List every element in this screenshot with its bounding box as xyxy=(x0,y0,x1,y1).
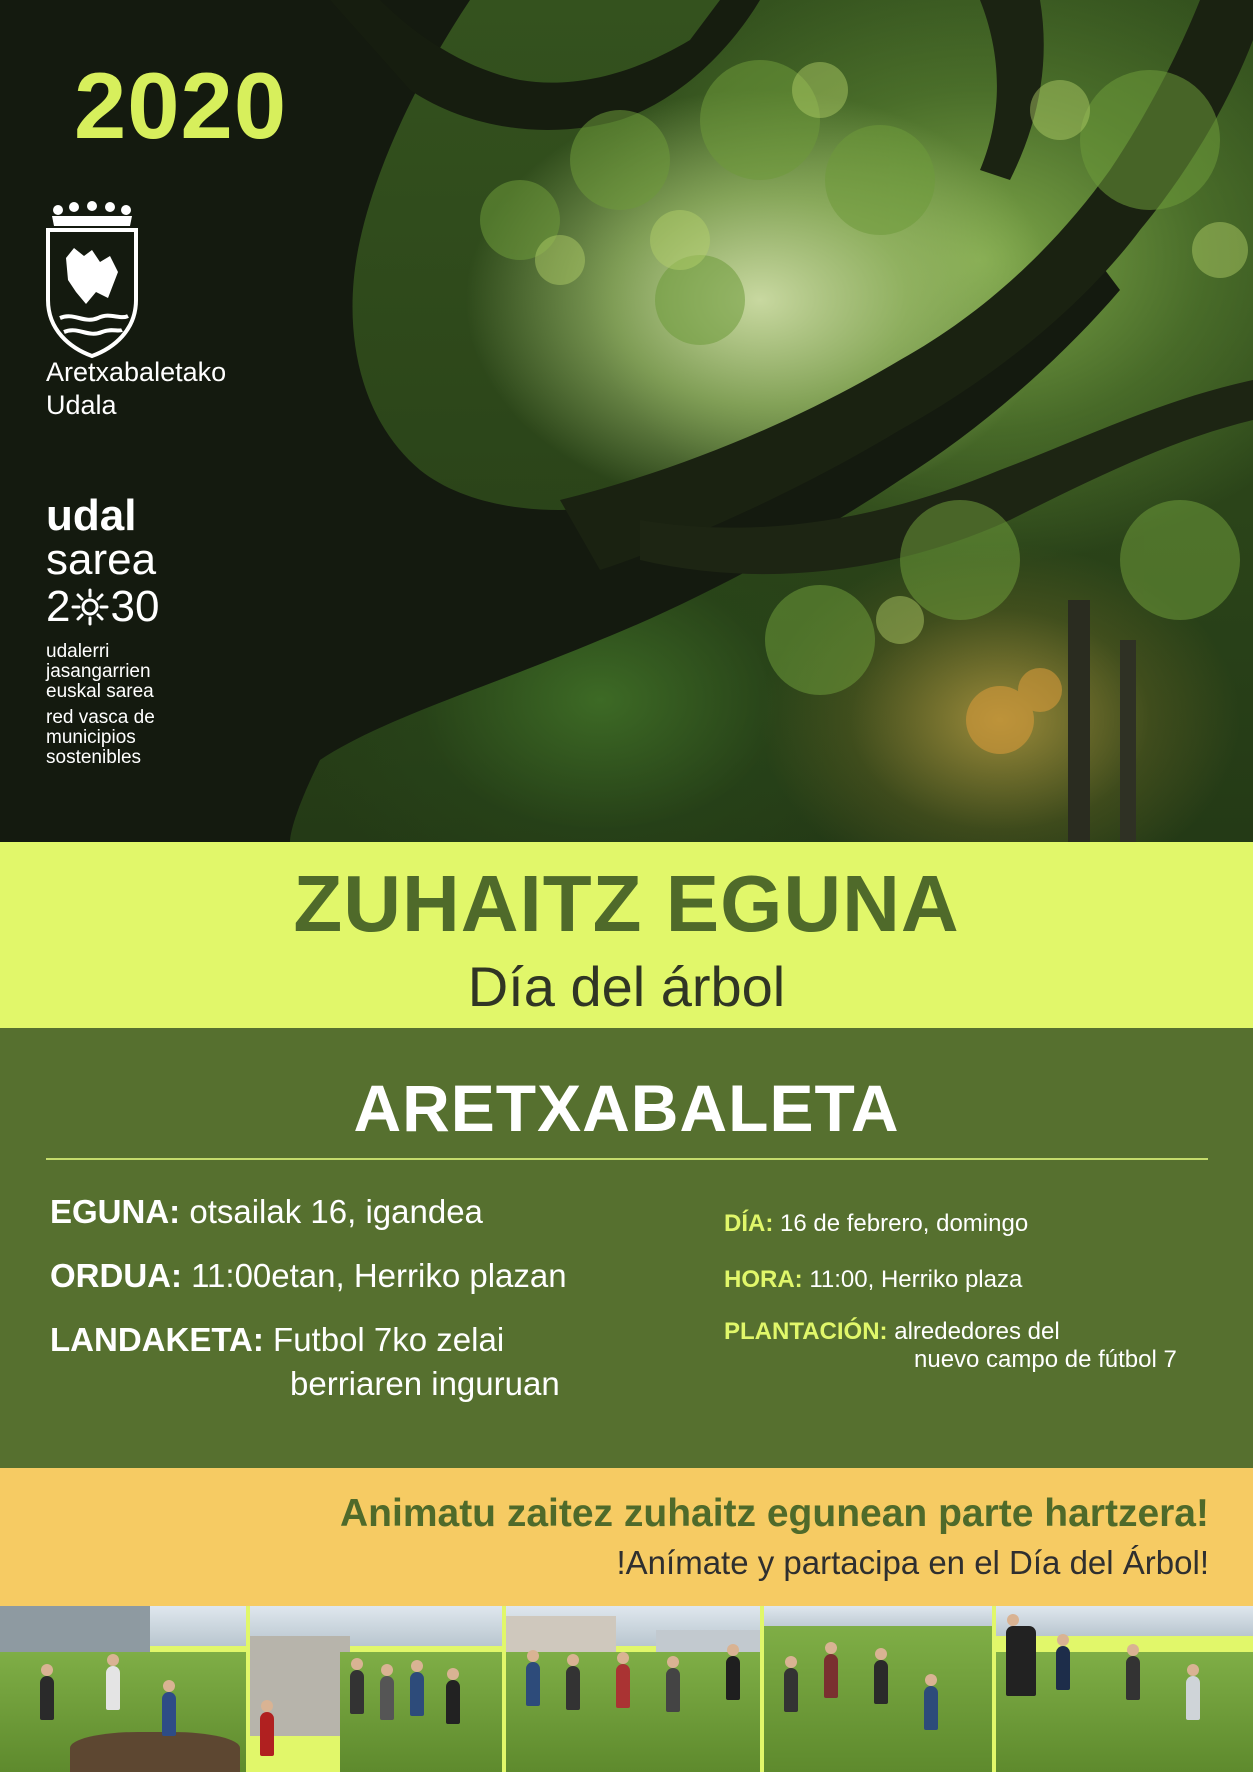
town-heading: ARETXABALETA xyxy=(353,1071,900,1145)
udalsarea-year: 2 30 xyxy=(46,582,160,631)
detail-es-date: DÍA: 16 de febrero, domingo xyxy=(724,1210,1029,1237)
detail-es-time: HORA: 11:00, Herriko plaza xyxy=(724,1266,1023,1293)
event-photo-5 xyxy=(996,1606,1253,1772)
title-spanish: Día del árbol xyxy=(467,955,786,1018)
udalsarea-line2: sarea xyxy=(46,535,157,584)
detail-eu-planting: LANDAKETA: Futbol 7ko zelai xyxy=(50,1321,505,1358)
title-band xyxy=(0,842,1253,1028)
divider xyxy=(46,1158,1208,1160)
municipality-name: Aretxabaletako Udala xyxy=(46,357,227,420)
event-photo-3 xyxy=(506,1606,760,1772)
hero-photo xyxy=(0,0,1253,842)
udalsarea-line1: udal xyxy=(46,491,137,540)
event-photo-2 xyxy=(250,1606,502,1772)
year-heading: 2020 xyxy=(74,53,288,158)
info-band xyxy=(0,1028,1253,1468)
event-photo-4 xyxy=(764,1606,992,1772)
event-photo-1 xyxy=(0,1606,246,1772)
sun-zero-icon xyxy=(71,588,109,626)
photo-strip xyxy=(0,1606,1253,1772)
title-basque: ZUHAITZ EGUNA xyxy=(293,859,960,948)
udalsarea-logo: udal sarea 2 30 udalerri jasangarrien euskal sarea red vasca de municipios sostenibles xyxy=(46,491,160,768)
call-to-action-band xyxy=(0,1468,1253,1606)
detail-eu-date: EGUNA: otsailak 16, igandea xyxy=(50,1193,483,1230)
call-basque: Animatu zaitez zuhaitz egunean parte hartzera! xyxy=(340,1492,1209,1535)
detail-es-planting-line2: nuevo campo de fútbol 7 xyxy=(914,1346,1177,1373)
call-spanish: !Anímate y partacipa en el Día del Árbol! xyxy=(616,1544,1209,1581)
detail-es-planting: PLANTACIÓN: alrededores del xyxy=(724,1318,1060,1345)
detail-eu-planting-line2: berriaren inguruan xyxy=(290,1365,560,1402)
detail-eu-time: ORDUA: 11:00etan, Herriko plazan xyxy=(50,1257,567,1294)
municipality-crest-icon xyxy=(44,200,140,360)
